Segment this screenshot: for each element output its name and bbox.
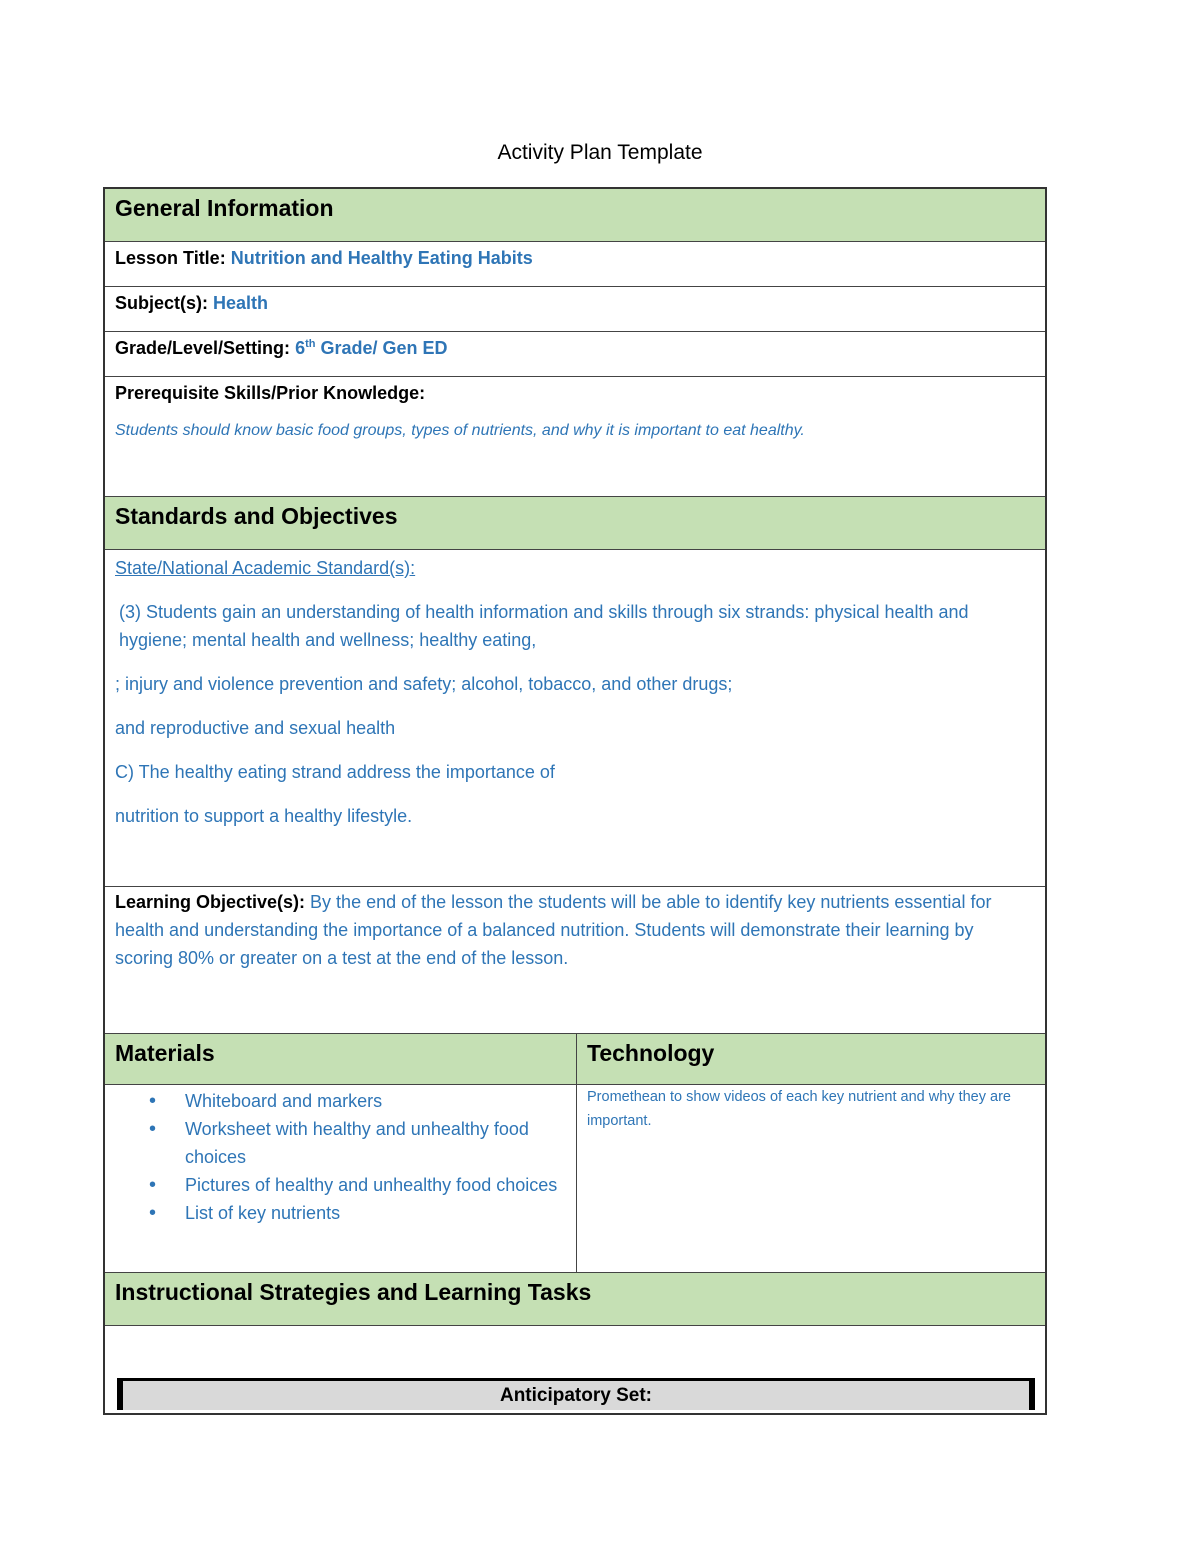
materials-header — [105, 1034, 577, 1084]
list-item: • List of key nutrients — [185, 1199, 576, 1227]
subject-row — [105, 287, 1045, 332]
instructional-title: Instructional Strategies and Learning Tasks — [115, 1279, 592, 1305]
materials-list — [105, 1087, 576, 1227]
grade-label: Grade/Level/Setting: — [115, 338, 291, 358]
subject-label: Subject(s): — [115, 293, 209, 313]
standards-objectives-title: Standards and Objectives — [115, 503, 398, 529]
learning-objective-row — [105, 887, 1045, 1034]
instructional-body — [105, 1326, 1045, 1415]
instructional-header — [105, 1273, 1045, 1326]
technology-text: Promethean to show videos of each key nutrient and why they are important. — [587, 1089, 1011, 1129]
lesson-title-label: Lesson Title: — [115, 248, 226, 268]
technology-header — [577, 1034, 1045, 1084]
prerequisite-label: Prerequisite Skills/Prior Knowledge: — [115, 383, 426, 403]
lesson-title-value: Nutrition and Healthy Eating Habits — [230, 248, 533, 268]
materials-list-cell — [105, 1085, 577, 1272]
document-title: Activity Plan Template — [497, 141, 703, 164]
activity-plan-table — [103, 187, 1047, 1415]
standard-paragraph: (3) Students gain an understanding of health information and skills through six strands: physical health and hygiene; mental health and wellness; healthy eating, — [119, 602, 969, 650]
standard-paragraph: nutrition to support a healthy lifestyle. — [115, 806, 413, 826]
learning-objective-label: Learning Objective(s): — [115, 892, 306, 912]
standards-objectives-header — [105, 497, 1045, 550]
standard-paragraph: ; injury and violence prevention and safety; alcohol, tobacco, and other drugs; — [115, 674, 733, 694]
general-information-title: General Information — [115, 195, 334, 221]
general-information-header — [105, 189, 1045, 242]
list-item: • Pictures of healthy and unhealthy food choices — [185, 1171, 576, 1199]
anticipatory-set-label: Anticipatory Set: — [117, 1378, 1035, 1410]
standard-link[interactable]: State/National Academic Standard(s): — [115, 558, 416, 578]
grade-row — [105, 332, 1045, 377]
materials-technology-body — [105, 1085, 1045, 1273]
technology-cell — [577, 1085, 1045, 1272]
learning-objective-value: By the end of the lesson the students will be able to identify key nutrients essential for health and understanding the importance of a balanced nutrition. Students will demonstrate their learning by scoring 80% or greater on a test at the end of the lesson. — [115, 892, 992, 968]
prerequisite-value: Students should know basic food groups, types of nutrients, and why it is important to eat healthy. — [115, 422, 805, 439]
subject-value: Health — [213, 293, 269, 313]
technology-title: Technology — [587, 1040, 715, 1066]
prerequisite-row — [105, 377, 1045, 497]
lesson-title-row — [105, 242, 1045, 287]
materials-technology-header — [105, 1034, 1045, 1085]
standard-paragraph: C) The healthy eating strand address the importance of — [115, 762, 555, 782]
standards-row — [105, 550, 1045, 887]
standard-paragraph: and reproductive and sexual health — [115, 718, 396, 738]
list-item: • Worksheet with healthy and unhealthy food choices — [185, 1115, 576, 1171]
materials-title: Materials — [115, 1040, 215, 1066]
grade-value: 6th Grade/ Gen ED — [295, 338, 448, 358]
list-item: • Whiteboard and markers — [185, 1087, 576, 1115]
